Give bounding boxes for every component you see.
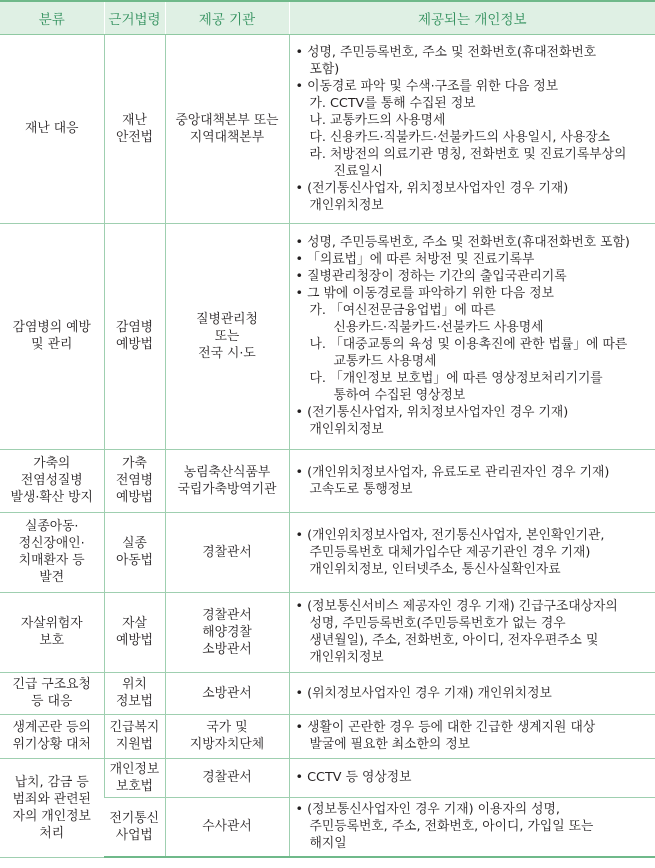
info-line: 다. 「개인정보 보호법」에 따른 영상정보처리기기를 xyxy=(309,371,603,386)
info-line: 성명, 주민등록번호(주민등록번호가 없는 경우 xyxy=(309,616,566,631)
info-cell xyxy=(289,672,655,714)
cell-line: 및 관리 xyxy=(31,337,73,352)
table-row xyxy=(0,223,655,449)
info-cell xyxy=(289,34,655,223)
cell-line: 발견 xyxy=(39,570,65,585)
bullet-item: • (전기통신사업자, 위치정보사업자인 경우 기재) xyxy=(295,405,569,420)
cell-line: 재난 xyxy=(122,112,147,128)
cell-line: 지원법 xyxy=(115,737,154,752)
cell-line: 예방법 xyxy=(115,337,154,352)
info-line: 진료일시 xyxy=(333,163,383,179)
cell-line: 개인정보 xyxy=(109,761,160,777)
table-row xyxy=(0,714,655,758)
bullet-item: • (정보통신서비스 제공자인 경우 기재) 긴급구조대상자의 xyxy=(295,599,618,614)
law-cell xyxy=(104,714,165,758)
bullet-item: • 이동경로 파악 및 수색·구조를 위한 다음 정보 xyxy=(295,78,559,94)
cell-line: 등 대응 xyxy=(31,694,73,709)
cell-line: 예방법 xyxy=(115,633,154,648)
table-row xyxy=(0,449,655,512)
category-cell xyxy=(0,592,104,672)
cell-line: 안전법 xyxy=(115,129,154,145)
agency-cell xyxy=(165,34,289,223)
cell-line: 생계곤란 등의 xyxy=(12,720,91,735)
cell-line: 전기통신 xyxy=(109,810,159,826)
category-cell xyxy=(0,672,104,714)
cell-line: 지방자치단체 xyxy=(189,737,265,752)
bullet-item: • (개인위치정보사업자, 유료도로 관리권자인 경우 기재) xyxy=(295,464,610,480)
category-cell xyxy=(0,223,104,449)
cell-line: 실종아동· xyxy=(24,519,79,534)
header-info: 제공되는 개인정보 xyxy=(289,1,655,34)
law-cell xyxy=(104,34,165,223)
header-law: 근거법령 xyxy=(104,1,165,34)
cell-line: 소방관서 xyxy=(202,641,252,657)
cell-line: 정보법 xyxy=(115,694,154,709)
agency-cell xyxy=(165,449,289,512)
cell-line: 전국 시·도 xyxy=(198,345,256,361)
agency-cell xyxy=(165,797,289,857)
info-line: 생년월일), 주소, 전화번호, 아이디, 전자우편주소 및 xyxy=(309,633,599,648)
info-line: 통하여 수집된 영상정보 xyxy=(333,388,466,403)
category-cell xyxy=(0,449,104,512)
info-cell xyxy=(289,758,655,797)
info-line: 해지일 xyxy=(309,836,347,852)
info-line: 라. 처방전의 의료기관 명칭, 전화번호 및 진료기록부상의 xyxy=(309,146,627,162)
info-line: 나. 교통카드의 사용명세 xyxy=(309,112,446,128)
cell-line: 자의 개인정보 xyxy=(12,808,91,824)
law-cell xyxy=(104,512,165,592)
cell-line: 소방관서 xyxy=(202,685,252,701)
cell-line: 경찰관서 xyxy=(202,770,252,785)
cell-line: 전염병 xyxy=(115,473,154,488)
info-line: 개인위치정보, 인터넷주소, 통신사실확인자료 xyxy=(309,561,561,577)
cell-line: 예방법 xyxy=(115,490,154,505)
info-line: 발굴에 필요한 최소한의 정보 xyxy=(309,737,471,752)
law-cell xyxy=(104,223,165,449)
law-cell xyxy=(104,758,165,797)
cell-line: 보호 xyxy=(39,633,65,648)
bullet-item: • CCTV 등 영상정보 xyxy=(295,770,412,785)
info-line: 가. 「여신전문금융업법」에 따른 xyxy=(309,303,496,318)
cell-line: 긴급복지 xyxy=(109,720,160,735)
info-cell xyxy=(289,449,655,512)
agency-cell xyxy=(165,592,289,672)
bullet-item: • 「의료법」에 따른 처방전 및 진료기록부 xyxy=(295,252,535,267)
cell-line: 또는 xyxy=(214,328,240,344)
cell-line: 보호법 xyxy=(115,778,154,794)
agency-cell xyxy=(165,512,289,592)
cell-line: 중앙대책본부 또는 xyxy=(175,112,279,128)
info-line: 개인위치정보 xyxy=(309,650,384,665)
cell-line: 납치, 감금 등 xyxy=(14,774,89,790)
bullet-item: • 성명, 주민등록번호, 주소 및 전화번호(휴대전화번호 xyxy=(295,44,597,60)
cell-line: 질병관리청 xyxy=(196,311,258,327)
cell-line: 범죄와 관련된 xyxy=(12,791,91,807)
info-cell xyxy=(289,797,655,857)
info-line: 포함) xyxy=(309,61,340,77)
agency-cell xyxy=(165,714,289,758)
cell-line: 아동법 xyxy=(115,553,154,568)
cell-line: 긴급 구조요청 xyxy=(12,677,91,692)
cell-line: 경찰관서 xyxy=(202,607,252,623)
cell-line: 해양경찰 xyxy=(202,624,252,640)
cell-line: 국가 및 xyxy=(206,720,248,735)
info-cell xyxy=(289,714,655,758)
cell-line: 처리 xyxy=(39,825,65,841)
info-line: 고속도로 통행정보 xyxy=(309,481,413,497)
table-row xyxy=(0,512,655,592)
info-line: 교통카드 사용명세 xyxy=(333,354,437,369)
cell-line: 사업법 xyxy=(115,827,153,843)
law-cell xyxy=(104,672,165,714)
table-row xyxy=(0,34,655,223)
bullet-item: • 성명, 주민등록번호, 주소 및 전화번호(휴대전화번호 포함) xyxy=(295,235,630,250)
cell-line: 자살 xyxy=(122,616,147,631)
cell-line: 감염병의 예방 xyxy=(12,320,91,335)
cell-line: 수사관서 xyxy=(202,819,252,835)
table-body xyxy=(0,34,655,857)
bullet-item: • 그 밖에 이동경로를 파악하기 위한 다음 정보 xyxy=(295,286,555,301)
cell-line: 발생·확산 방지 xyxy=(10,490,93,505)
header-category: 분류 xyxy=(0,1,104,34)
info-cell xyxy=(289,223,655,449)
info-line: 신용카드·직불카드·선불카드 사용명세 xyxy=(333,320,544,335)
info-line: 개인위치정보 xyxy=(309,197,384,213)
info-cell xyxy=(289,592,655,672)
category-cell xyxy=(0,512,104,592)
cell-line: 재난 대응 xyxy=(24,121,79,136)
info-line: 주민등록번호 대체가입수단 제공기관인 경우 기재) xyxy=(309,544,591,560)
info-line: 가. CCTV를 통해 수집된 정보 xyxy=(309,95,476,111)
agency-cell xyxy=(165,223,289,449)
info-line: 다. 신용카드·직불카드·선불카드의 사용일시, 사용장소 xyxy=(309,129,610,145)
info-line: 나. 「대중교통의 육성 및 이용촉진에 관한 법률」에 따른 xyxy=(309,337,628,352)
info-line: 개인위치정보 xyxy=(309,422,384,437)
table-row xyxy=(0,592,655,672)
category-cell xyxy=(0,758,104,857)
law-cell xyxy=(104,797,165,857)
cell-line: 지역대책본부 xyxy=(189,129,265,145)
cell-line: 감염병 xyxy=(115,320,154,335)
header-agency: 제공 기관 xyxy=(165,1,289,34)
cell-line: 전염성질병 xyxy=(20,473,83,488)
cell-line: 위치 xyxy=(122,677,147,692)
cell-line: 국립가축방역기관 xyxy=(177,481,277,497)
cell-line: 농림축산식품부 xyxy=(183,464,271,480)
bullet-item: • (전기통신사업자, 위치정보사업자인 경우 기재) xyxy=(295,180,569,196)
bullet-item: • (개인위치정보사업자, 전기통신사업자, 본인확인기관, xyxy=(295,527,605,543)
cell-line: 치매환자 등 xyxy=(18,553,85,568)
cell-line: 위기상황 대처 xyxy=(12,737,91,752)
cell-line: 가축의 xyxy=(33,456,71,471)
cell-line: 경찰관서 xyxy=(202,544,252,560)
law-cell xyxy=(104,449,165,512)
category-cell xyxy=(0,34,104,223)
cell-line: 실종 xyxy=(122,536,147,551)
law-cell xyxy=(104,592,165,672)
agency-cell xyxy=(165,758,289,797)
bullet-item: • 질병관리청장이 정하는 기간의 출입국관리기록 xyxy=(295,269,567,284)
header-row xyxy=(0,1,655,34)
category-cell xyxy=(0,714,104,758)
bullet-item: • (위치정보사업자인 경우 기재) 개인위치정보 xyxy=(295,685,552,701)
cell-line: 가축 xyxy=(122,456,147,471)
info-cell xyxy=(289,512,655,592)
cell-line: 정신장애인· xyxy=(18,536,85,551)
info-line: 주민등록번호, 주소, 전화번호, 아이디, 가입일 또는 xyxy=(309,819,594,835)
table-row xyxy=(0,758,655,797)
agency-cell xyxy=(165,672,289,714)
cell-line: 자살위험자 xyxy=(20,616,83,631)
bullet-item: • 생활이 곤란한 경우 등에 대한 긴급한 생계지원 대상 xyxy=(295,720,596,735)
bullet-item: • (정보통신사업자인 경우 기재) 이용자의 성명, xyxy=(295,802,560,818)
table-row xyxy=(0,672,655,714)
